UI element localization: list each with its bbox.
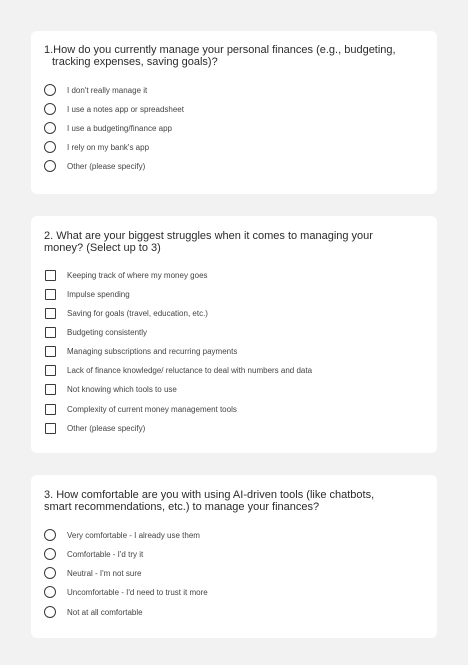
option-label: Saving for goals (travel, education, etc.) bbox=[67, 308, 208, 318]
radio-option[interactable] bbox=[44, 140, 149, 154]
option-label: Budgeting consistently bbox=[67, 327, 148, 337]
option-label: I rely on my bank's app bbox=[67, 142, 150, 152]
checkbox[interactable] bbox=[45, 365, 56, 376]
checkbox[interactable] bbox=[45, 404, 56, 415]
checkbox-option[interactable] bbox=[44, 382, 177, 396]
radio-button[interactable] bbox=[44, 141, 56, 153]
radio-button[interactable] bbox=[44, 122, 56, 134]
option-label: Other (please specify) bbox=[67, 161, 146, 171]
radio-option[interactable] bbox=[44, 585, 208, 599]
checkbox-option[interactable] bbox=[44, 325, 147, 339]
radio-option[interactable] bbox=[44, 102, 184, 116]
option-label: Impulse spending bbox=[67, 289, 130, 299]
radio-button[interactable] bbox=[44, 84, 56, 96]
checkbox[interactable] bbox=[45, 423, 56, 434]
option-label: Keeping track of where my money goes bbox=[67, 270, 208, 280]
option-label: Very comfortable - I already use them bbox=[67, 530, 200, 540]
checkbox[interactable] bbox=[45, 270, 56, 281]
radio-button[interactable] bbox=[44, 160, 56, 172]
radio-option[interactable] bbox=[44, 528, 200, 542]
question-title-2 bbox=[44, 230, 423, 254]
checkbox[interactable] bbox=[45, 327, 56, 338]
option-label: Not knowing which tools to use bbox=[67, 384, 177, 394]
radio-button[interactable] bbox=[44, 548, 56, 560]
question-title-1-line1: 1.How do you currently manage your personal finances (e.g., budgeting, bbox=[44, 44, 396, 56]
radio-button[interactable] bbox=[44, 567, 56, 579]
option-label: Not at all comfortable bbox=[67, 607, 143, 617]
question-card-2 bbox=[31, 216, 437, 453]
radio-button[interactable] bbox=[44, 586, 56, 598]
radio-option[interactable] bbox=[44, 159, 145, 173]
checkbox[interactable] bbox=[45, 346, 56, 357]
question-title-1-line2: tracking expenses, saving goals)? bbox=[52, 56, 218, 68]
option-label: I use a notes app or spreadsheet bbox=[67, 104, 184, 114]
question-title-2-line2: money? (Select up to 3) bbox=[44, 242, 161, 254]
option-label: I don't really manage it bbox=[67, 85, 148, 95]
option-label: I use a budgeting/finance app bbox=[67, 123, 172, 133]
checkbox-option[interactable] bbox=[44, 402, 237, 416]
checkbox-option[interactable] bbox=[44, 306, 208, 320]
question-card-1 bbox=[31, 31, 437, 194]
radio-option[interactable] bbox=[44, 605, 143, 619]
question-card-3 bbox=[31, 475, 437, 638]
option-label: Managing subscriptions and recurring payments bbox=[67, 346, 238, 356]
radio-option[interactable] bbox=[44, 83, 147, 97]
checkbox[interactable] bbox=[45, 289, 56, 300]
radio-button[interactable] bbox=[44, 606, 56, 618]
radio-option[interactable] bbox=[44, 121, 172, 135]
option-label: Other (please specify) bbox=[67, 423, 146, 433]
checkbox[interactable] bbox=[45, 308, 56, 319]
checkbox-option[interactable] bbox=[44, 344, 237, 358]
question-title-2-line1: 2. What are your biggest struggles when it comes to managing your bbox=[44, 230, 373, 242]
checkbox-option[interactable] bbox=[44, 363, 312, 377]
option-label: Lack of finance knowledge/ reluctance to deal with numbers and data bbox=[67, 365, 313, 375]
checkbox[interactable] bbox=[45, 384, 56, 395]
question-title-3-line2: smart recommendations, etc.) to manage your finances? bbox=[44, 501, 320, 513]
checkbox-option[interactable] bbox=[44, 287, 130, 301]
radio-option[interactable] bbox=[44, 566, 141, 580]
checkbox-option[interactable] bbox=[44, 421, 145, 435]
radio-button[interactable] bbox=[44, 103, 56, 115]
radio-option[interactable] bbox=[44, 547, 143, 561]
question-title-1 bbox=[44, 44, 423, 68]
option-label: Uncomfortable - I'd need to trust it more bbox=[67, 587, 208, 597]
checkbox-option[interactable] bbox=[44, 268, 208, 282]
option-label: Neutral - I'm not sure bbox=[67, 568, 142, 578]
option-label: Comfortable - I'd try it bbox=[67, 549, 144, 559]
option-label: Complexity of current money management tools bbox=[67, 404, 237, 414]
radio-button[interactable] bbox=[44, 529, 56, 541]
question-title-3 bbox=[44, 489, 423, 513]
question-title-3-line1: 3. How comfortable are you with using AI-driven tools (like chatbots, bbox=[44, 489, 375, 501]
